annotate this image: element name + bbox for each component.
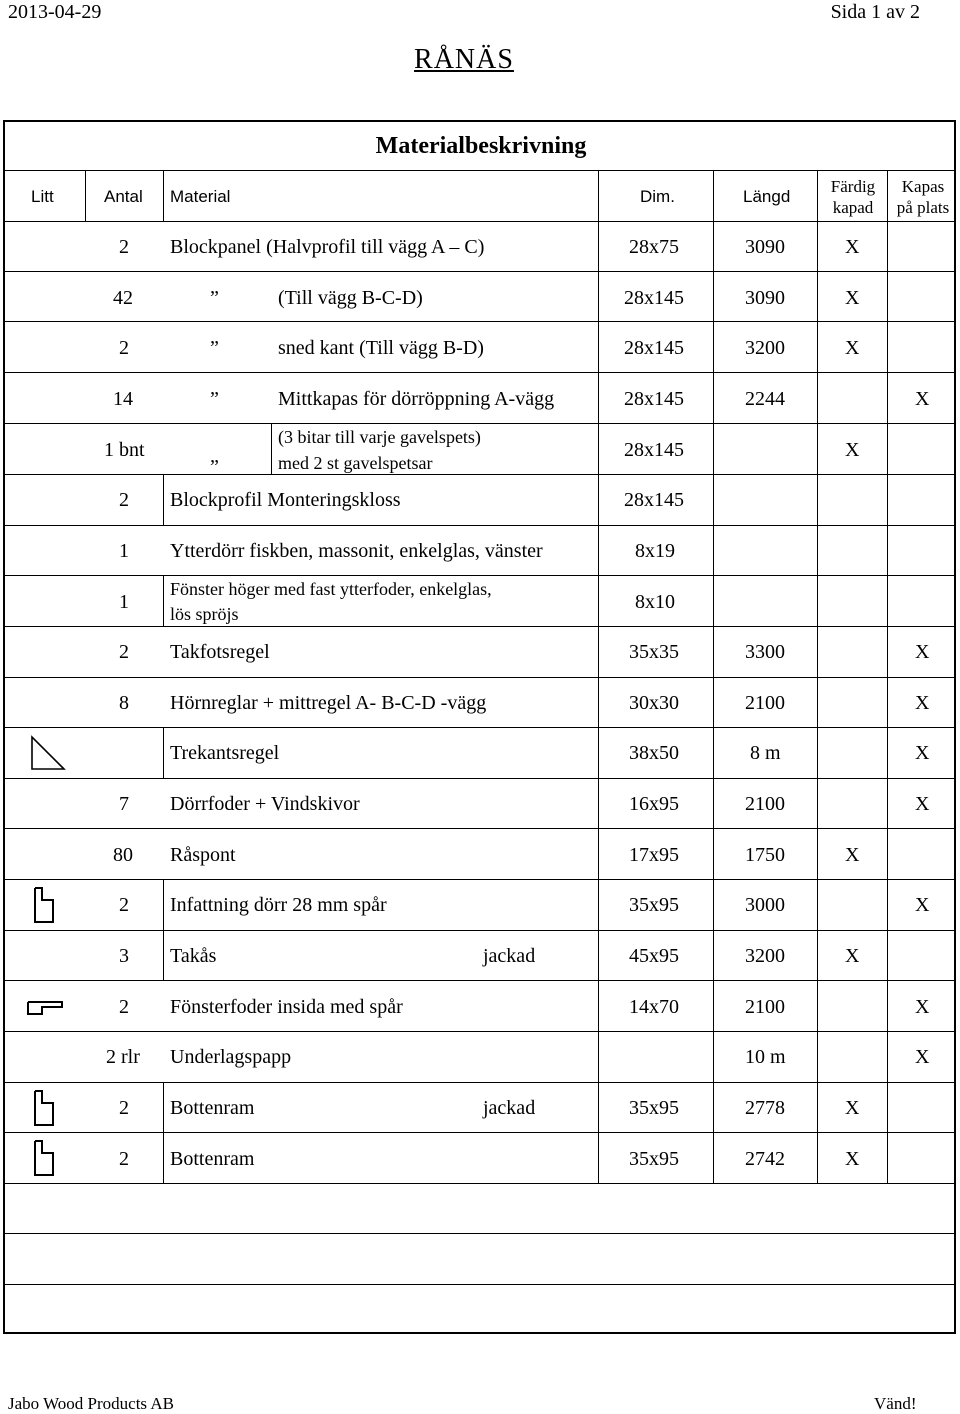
cell-fardig-kapad: X	[845, 1097, 860, 1119]
cell-note: jackad	[483, 945, 536, 967]
cell-langd: 2244	[745, 388, 785, 410]
column-header-langd: Längd	[743, 187, 791, 206]
cell-material: Ytterdörr fiskben, massonit, enkelglas, vänster	[170, 540, 543, 562]
cell-antal: 7	[119, 793, 129, 815]
cell-material: Takfotsregel	[170, 641, 270, 663]
cell-fardig-kapad: X	[845, 945, 860, 967]
cell-dim: 45x95	[629, 945, 679, 967]
rabbet-profile-icon	[32, 886, 56, 924]
row-divider	[3, 423, 956, 424]
cell-antal: 14	[113, 388, 133, 410]
document-date: 2013-04-29	[8, 1, 102, 23]
column-divider	[163, 727, 164, 778]
cell-antal: 1 bnt	[104, 439, 145, 461]
cell-material-line2: lös spröjs	[170, 604, 239, 624]
cell-antal: 2	[119, 236, 129, 258]
column-header-kapas-pa-plats	[888, 176, 958, 218]
cell-material: Fönsterfoder insida med spår	[170, 996, 403, 1018]
column-header-fardig-line1: Färdig	[830, 177, 876, 196]
cell-langd: 2100	[745, 692, 785, 714]
cell-ditto-mark: ”	[210, 388, 219, 410]
cell-dim: 28x145	[624, 439, 684, 461]
row-divider	[3, 1183, 956, 1184]
cell-dim: 28x145	[624, 489, 684, 511]
cell-material: Trekantsregel	[170, 742, 280, 764]
column-divider	[163, 1082, 164, 1183]
cell-dim: 16x95	[629, 793, 679, 815]
cell-langd: 3090	[745, 287, 785, 309]
cell-antal: 2	[119, 894, 129, 916]
cell-material: Infattning dörr 28 mm spår	[170, 894, 387, 916]
row-divider	[3, 221, 956, 222]
cell-dim: 8x19	[635, 540, 675, 562]
cell-langd: 3200	[745, 945, 785, 967]
row-divider	[3, 1284, 956, 1285]
cell-kapas-pa-plats: X	[915, 793, 930, 815]
column-header-material: Material	[170, 187, 231, 206]
cell-dim: 38x50	[629, 742, 679, 764]
cell-material: Blockprofil Monteringskloss	[170, 489, 401, 511]
cell-kapas-pa-plats: X	[915, 894, 930, 916]
column-header-antal: Antal	[104, 187, 143, 206]
cell-antal: 1	[119, 591, 129, 613]
row-divider	[3, 879, 956, 880]
cell-langd: 2100	[745, 996, 785, 1018]
cell-material: Dörrfoder + Vindskivor	[170, 793, 360, 815]
rabbet-profile-icon	[32, 1089, 56, 1127]
row-divider	[3, 1132, 956, 1133]
cell-antal: 3	[119, 945, 129, 967]
column-divider	[713, 170, 714, 1183]
row-divider	[3, 474, 956, 475]
header-divider	[3, 170, 956, 171]
cell-antal: 80	[113, 844, 133, 866]
cell-material: Takås	[170, 945, 217, 967]
cell-material: Blockpanel (Halvprofil till vägg A – C)	[170, 236, 485, 258]
cell-ditto-mark: „	[210, 445, 219, 467]
cell-langd: 3300	[745, 641, 785, 663]
page-number: Sida 1 av 2	[830, 1, 920, 23]
cell-dim: 35x95	[629, 894, 679, 916]
footer-turn-page: Vänd!	[874, 1394, 917, 1413]
cell-material: Hörnreglar + mittregel A- B-C-D -vägg	[170, 692, 487, 714]
cell-fardig-kapad: X	[845, 337, 860, 359]
cell-material-line2: med 2 st gavelspetsar	[278, 453, 433, 473]
cell-langd: 2100	[745, 793, 785, 815]
cell-material-line1: Fönster höger med fast ytterfoder, enkelglas,	[170, 579, 492, 599]
row-divider	[3, 1233, 956, 1234]
cell-dim: 35x95	[629, 1097, 679, 1119]
column-divider	[163, 170, 164, 221]
cell-antal: 2	[119, 1097, 129, 1119]
row-divider	[3, 321, 956, 322]
footer-company: Jabo Wood Products AB	[8, 1394, 174, 1413]
row-divider	[3, 727, 956, 728]
cell-langd: 2778	[745, 1097, 785, 1119]
column-divider	[887, 170, 888, 1183]
cell-material: (Till vägg B-C-D)	[278, 287, 423, 309]
cell-material: Råspont	[170, 844, 236, 866]
column-header-kapas-line1: Kapas	[901, 177, 945, 196]
cell-dim: 35x35	[629, 641, 679, 663]
cell-fardig-kapad: X	[845, 844, 860, 866]
cell-fardig-kapad: X	[845, 1148, 860, 1170]
cell-material: Bottenram	[170, 1097, 255, 1119]
cell-ditto-mark: ”	[210, 287, 219, 309]
row-divider	[3, 1082, 956, 1083]
row-divider	[3, 980, 956, 981]
cell-dim: 35x95	[629, 1148, 679, 1170]
row-divider	[3, 930, 956, 931]
cell-langd: 8 m	[750, 742, 781, 764]
column-header-fardig-line2: kapad	[832, 198, 874, 217]
cell-kapas-pa-plats: X	[915, 742, 930, 764]
cell-material: sned kant (Till vägg B-D)	[278, 337, 484, 359]
cell-antal: 8	[119, 692, 129, 714]
cell-note: jackad	[483, 1097, 536, 1119]
column-header-dim: Dim.	[640, 187, 675, 206]
cell-langd: 2742	[745, 1148, 785, 1170]
cell-antal: 42	[113, 287, 133, 309]
row-divider	[3, 372, 956, 373]
column-divider	[598, 170, 599, 1183]
cell-antal: 2	[119, 489, 129, 511]
cell-kapas-pa-plats: X	[915, 1046, 930, 1068]
cell-kapas-pa-plats: X	[915, 641, 930, 663]
cell-langd: 3000	[745, 894, 785, 916]
table-heading: Materialbeskrivning	[375, 133, 587, 159]
cell-dim: 14x70	[629, 996, 679, 1018]
column-divider	[163, 575, 164, 626]
row-divider	[3, 778, 956, 779]
cell-fardig-kapad: X	[845, 287, 860, 309]
cell-dim: 8x10	[635, 591, 675, 613]
row-divider	[3, 828, 956, 829]
cell-material: Bottenram	[170, 1148, 255, 1170]
column-divider	[271, 423, 272, 474]
cell-kapas-pa-plats: X	[915, 996, 930, 1018]
groove-profile-icon	[26, 995, 64, 1017]
cell-fardig-kapad: X	[845, 236, 860, 258]
cell-material: Underlagspapp	[170, 1046, 292, 1068]
column-divider	[85, 170, 86, 221]
cell-antal: 2 rlr	[106, 1046, 140, 1068]
cell-fardig-kapad: X	[845, 439, 860, 461]
column-divider	[817, 170, 818, 1183]
cell-material-line1: (3 bitar till varje gavelspets)	[278, 427, 481, 447]
cell-antal: 1	[119, 540, 129, 562]
row-divider	[3, 575, 956, 576]
cell-kapas-pa-plats: X	[915, 692, 930, 714]
cell-material: Mittkapas för dörröppning A-vägg	[278, 388, 555, 410]
column-header-litt: Litt	[31, 187, 54, 206]
cell-langd: 1750	[745, 844, 785, 866]
row-divider	[3, 271, 956, 272]
cell-langd: 3090	[745, 236, 785, 258]
rabbet-profile-icon	[32, 1139, 56, 1177]
cell-dim: 17x95	[629, 844, 679, 866]
cell-ditto-mark: ”	[210, 337, 219, 359]
column-divider	[163, 474, 164, 525]
cell-dim: 30x30	[629, 692, 679, 714]
row-divider	[3, 525, 956, 526]
row-divider	[3, 677, 956, 678]
cell-langd: 10 m	[745, 1046, 786, 1068]
cell-kapas-pa-plats: X	[915, 388, 930, 410]
row-divider	[3, 626, 956, 627]
cell-dim: 28x145	[624, 337, 684, 359]
triangle-profile-icon	[30, 735, 66, 771]
cell-dim: 28x145	[624, 287, 684, 309]
cell-antal: 2	[119, 1148, 129, 1170]
cell-antal: 2	[119, 641, 129, 663]
cell-antal: 2	[119, 996, 129, 1018]
cell-antal: 2	[119, 337, 129, 359]
page-title: RÅNÄS	[414, 44, 514, 75]
row-divider	[3, 1031, 956, 1032]
cell-dim: 28x145	[624, 388, 684, 410]
column-divider	[163, 879, 164, 980]
cell-langd: 3200	[745, 337, 785, 359]
cell-dim: 28x75	[629, 236, 679, 258]
column-header-fardig-kapad	[818, 176, 888, 218]
column-header-kapas-line2: på plats	[896, 198, 950, 217]
